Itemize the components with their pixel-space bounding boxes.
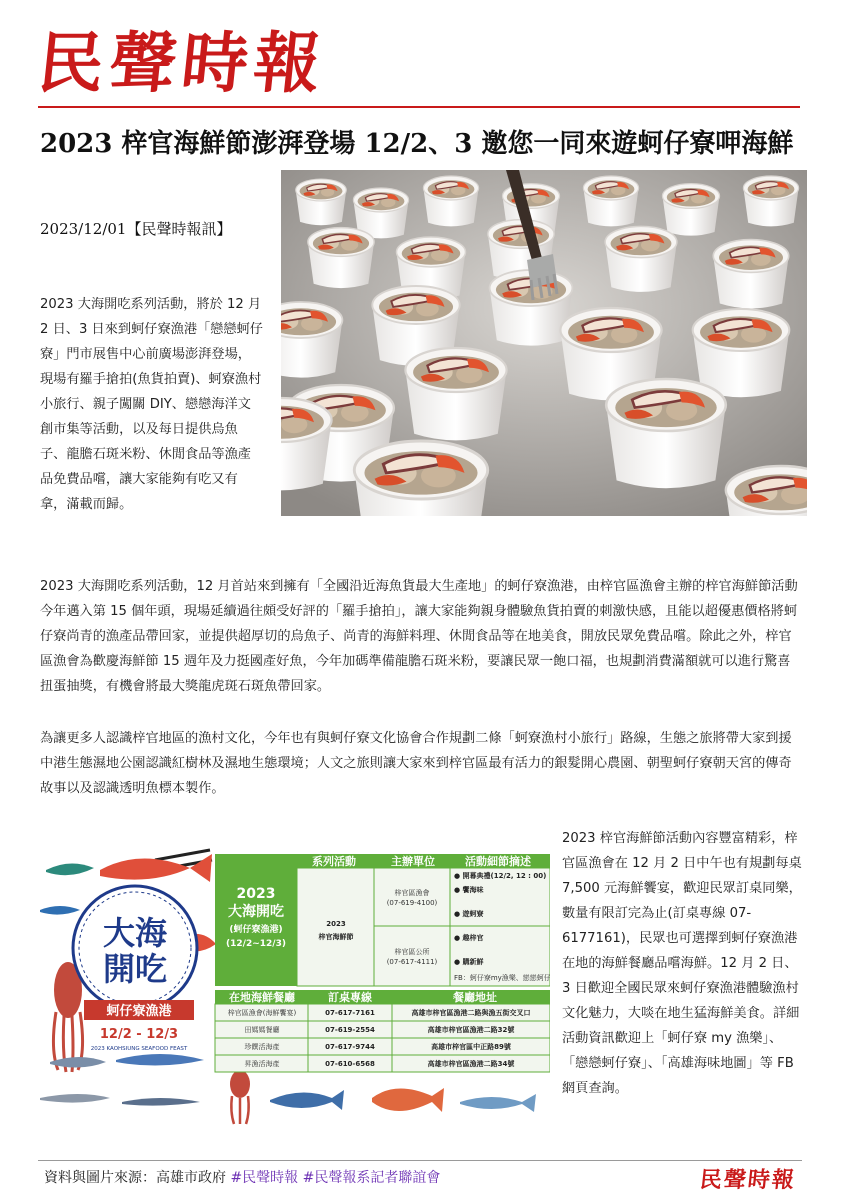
detail-note: FB：蚵仔寮my漁樂、戀戀蚵仔寮 [454, 974, 550, 982]
article-headline: 2023 梓官海鮮節澎湃登場 12/2、3 邀您一同來遊蚵仔寮呷海鮮 [40, 129, 794, 159]
detail-item: ● 遊蚵寮 [454, 910, 484, 918]
footer-source [44, 1167, 440, 1187]
event-series-year: 2023 [326, 920, 346, 928]
footer-tag-minsheng[interactable]: #民聲時報 [230, 1170, 299, 1186]
table-header-address: 餐廳地址 [453, 991, 497, 1004]
poster-title-name: 大海開吃 [228, 904, 284, 920]
poster-logo-line1: 大海 [102, 914, 168, 952]
restaurant-name: 梓官區漁會(海鮮饗宴) [227, 1009, 297, 1017]
poster-logo-line2: 開吃 [102, 950, 168, 988]
organizer2-phone: (07-617-4111) [386, 958, 438, 966]
organizer1-phone: (07-619-4100) [386, 899, 438, 907]
restaurant-name: 田媽媽餐廳 [244, 1026, 280, 1034]
organizer1-name: 梓官區漁會 [394, 889, 430, 897]
footer-source-text: 資料與圖片來源：高雄市政府 [44, 1170, 226, 1186]
poster-title-year: 2023 [236, 886, 276, 902]
table-header-details: 活動細節摘述 [465, 855, 531, 868]
restaurant-address: 高雄市梓官區漁港二路34號 [427, 1060, 515, 1068]
poster-title-dates: (12/2~12/3) [226, 939, 286, 949]
table-header-restaurant: 在地海鮮餐廳 [229, 991, 295, 1004]
banquet-paragraph: 2023 梓官海鮮節活動內容豐富精彩，梓官區漁會在 12 月 2 日中午也有規劃每桌 7,500 元海鮮饗宴，歡迎民眾訂桌同樂，數量有限訂完為止(訂桌專線 07-6177161)，民眾也可選擇到蚵仔寮漁港在地的海鮮餐廳品嚐海鮮。12 月 2 日、3 日歡迎全國民眾來蚵仔寮漁港體驗漁村文化魅力，大啖在地生猛海鮮美食。詳細活動資訊歡迎上「蚵仔寮 my 漁樂」、「戀戀蚵仔寮」、「高雄海味地圖」等 FB 網頁查詢。 [562, 831, 802, 1096]
restaurant-name: 珍饌活海產 [244, 1043, 280, 1051]
main-paragraph: 2023 大海開吃系列活動，12 月首站來到擁有「全國沿近海魚貨最大生產地」的蚵仔寮漁港，由梓官區漁會主辦的梓官海鮮節活動今年邁入第 15 個年頭，現場延續過往頗受好評的「羅手搶拍」，讓大家能夠親身體驗魚貨拍賣的刺激快感，且能以超優惠價格將蚵仔寮尚青的漁產品帶回家，並提供超厚切的烏魚子、尚青的海鮮料理、休閒食品等在地美食，開放民眾免費品嚐。除此之外，梓官區漁會為歡慶海鮮節 15 週年及力挺國產好魚，今年加碼準備龍膽石斑米粉，要讓民眾一飽口福，也規劃消費滿額就可以進行驚喜扭蛋抽獎，有機會將最大獎龍虎斑石斑魚帶回家。 [40, 579, 798, 694]
detail-item: ● 開幕典禮(12/2, 12 : 00) [454, 872, 547, 880]
restaurant-address: 高雄市梓官區漁港二路與漁五街交叉口 [411, 1009, 531, 1017]
detail-item: ● 購新鮮 [454, 958, 484, 966]
culture-tour-paragraph: 為讓更多人認識梓官地區的漁村文化，今年也有與蚵仔寮文化協會合作規劃二條「蚵寮漁村小旅行」路線，生態之旅將帶大家到援中港生態濕地公園認識紅樹林及濕地生態環境；人文之旅則讓大家來到梓官區最有活力的銀髮開心農園、朝聖蚵仔寮朝天宮的傳奇故事以及認識透明魚標本製作。 [40, 731, 792, 796]
lead-paragraph: 2023 大海開吃系列活動，將於 12 月 2 日、3 日來到蚵仔寮漁港「戀戀蚵仔寮」門市展售中心前廣場澎湃登場，現場有羅手搶拍(魚貨拍賣)、蚵寮漁村小旅行、親子闖關 DIY、戀戀海洋文創市集等活動，以及每日提供烏魚子、龍膽石斑米粉、休閒食品等漁產品免費品嚐，讓大家能夠有吃又有拿，滿載而歸。 [40, 297, 263, 512]
event-series-name: 梓官海鮮節 [318, 933, 354, 941]
table-header-series: 系列活動 [312, 855, 356, 868]
poster-footer-en: 2023 KAOHSIUNG SEAFOOD FEAST [90, 1046, 188, 1052]
footer-divider [38, 1160, 802, 1161]
hero-photo-seafood-cups [281, 170, 807, 516]
footer-logo: 民聲時報 [698, 1167, 798, 1193]
article-dateline: 2023/12/01【民聲時報訊】 [40, 220, 232, 238]
restaurant-address: 高雄市梓官區中正路89號 [431, 1043, 511, 1051]
table-header-phone: 訂桌專線 [328, 991, 372, 1004]
event-poster [40, 840, 550, 1126]
restaurant-phone: 07-610-6568 [325, 1060, 375, 1068]
masthead-divider [38, 106, 800, 108]
restaurant-name: 昇漁活海產 [244, 1060, 280, 1068]
restaurant-phone: 07-617-9744 [325, 1043, 375, 1051]
detail-item: ● 趣梓官 [454, 934, 484, 942]
poster-title-place: (蚵仔寮漁港) [229, 925, 283, 935]
restaurant-phone: 07-619-2554 [325, 1026, 375, 1034]
restaurant-phone: 07-617-7161 [325, 1009, 375, 1017]
poster-dates: 12/2 - 12/3 [99, 1027, 179, 1042]
detail-item: ● 饗海味 [454, 886, 484, 894]
masthead-logo: 民聲時報 [33, 24, 331, 102]
table-header-organizer: 主辦單位 [391, 855, 435, 868]
restaurant-address: 高雄市梓官區漁港二路32號 [427, 1026, 515, 1034]
organizer2-name: 梓官區公所 [394, 948, 430, 956]
footer-tag-reporters[interactable]: #民聲報系記者聯誼會 [302, 1170, 441, 1186]
poster-banner: 蚵仔寮漁港 [106, 1004, 172, 1019]
